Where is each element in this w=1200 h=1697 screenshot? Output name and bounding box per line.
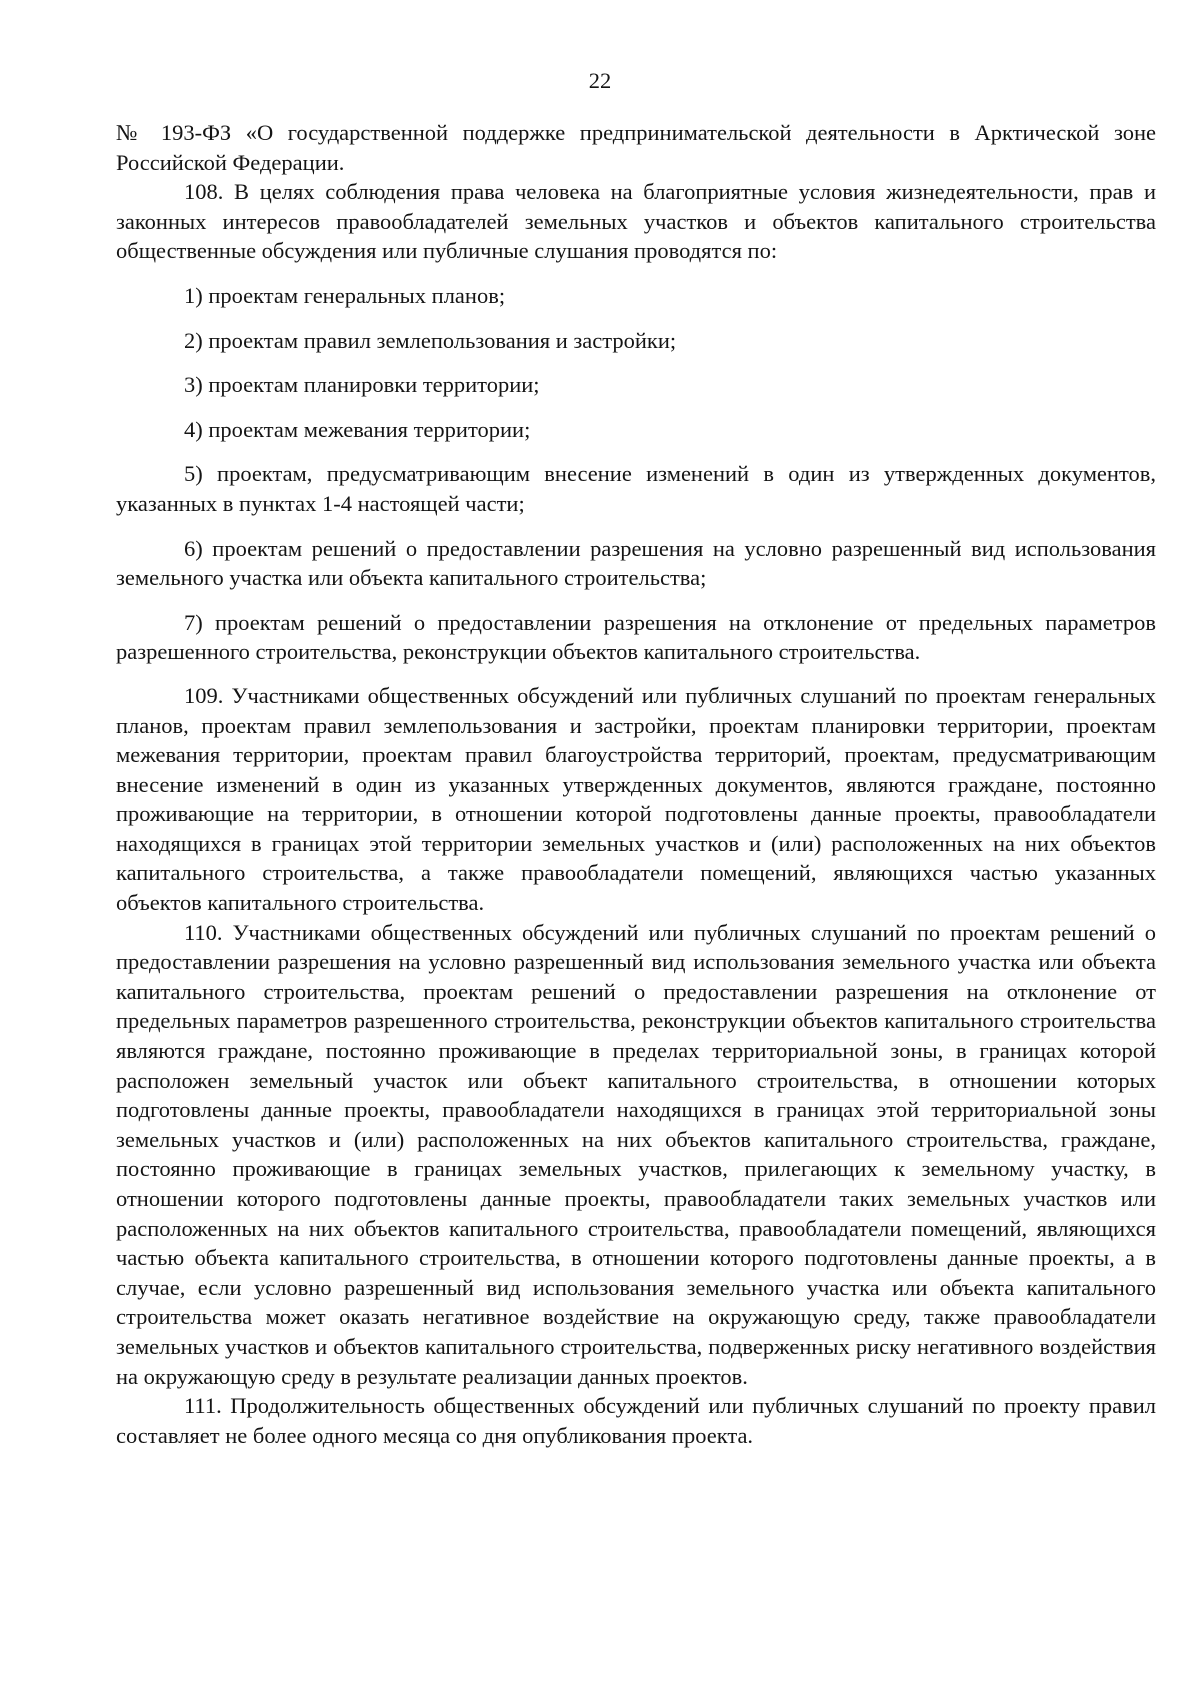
document-body xyxy=(116,118,1156,1450)
list-item-2: 2) проектам правил землепользования и застройки; xyxy=(184,327,677,353)
list-item-1: 1) проектам генеральных планов; xyxy=(184,282,506,308)
list-item-6: 6) проектам решений о предоставлении разрешения на условно разрешенный вид использования земельного участка или объекта капитального строительства; xyxy=(116,535,1156,591)
paragraph-110: 110. Участниками общественных обсуждений или публичных слушаний по проектам решений о предоставлении разрешения на условно разрешенный вид использования земельного участка или объекта капитального строительства, проектам решений о предоставлении разрешения на отклонение от предельных параметров разрешенного строительства, реконструкции объектов капитального строительства являются граждане, постоянно проживающие в пределах территориальной зоны, в границах которой расположен земельный участок или объект капитального строительства, в отношении которых подготовлены данные проекты, правообладатели находящихся в границах этой территориальной зоны земельных участков и (или) расположенных на них объектов капитального строительства, граждане, постоянно проживающие в границах земельных участков, прилегающих к земельному участку, в отношении которого подготовлены данные проекты, правообладатели таких земельных участков или расположенных на них объектов капитального строительства, правообладатели помещений, являющихся частью объекта капитального строительства, в отношении которого подготовлены данные проекты, а в случае, если условно разрешенный вид использования земельного участка или объекта капитального строительства может оказать негативное воздействие на окружающую среду, также правообладатели земельных участков и объектов капитального строительства, подверженных риску негативного воздействия на окружающую среду в результате реализации данных проектов. xyxy=(116,919,1156,1389)
page-number: 22 xyxy=(588,68,612,93)
paragraph-108: 108. В целях соблюдения права человека на благоприятные условия жизнедеятельности, прав и законных интересов правообладателей земельных участков и объектов капитального строительства общественные обсуждения или публичные слушания проводятся по: xyxy=(116,179,1156,264)
list-item-4: 4) проектам межевания территории; xyxy=(184,416,531,442)
paragraph-109: 109. Участниками общественных обсуждений или публичных слушаний по проектам генеральных планов, проектам правил землепользования и застройки, проектам планировки территории, проектам межевания территории, проектам правил благоустройства территорий, проектам, предусматривающим внесение изменений в один из указанных утвержденных документов, являются граждане, постоянно проживающие на территории, в отношении которой подготовлены данные проекты, правообладатели находящихся в границах этой территории земельных участков и (или) расположенных на них объектов капитального строительства, а также правообладатели помещений, являющихся частью указанных объектов капитального строительства. xyxy=(116,682,1156,916)
list-item-7: 7) проектам решений о предоставлении разрешения на отклонение от предельных параметров разрешенного строительства, реконструкции объектов капитального строительства. xyxy=(116,609,1156,665)
list-item-5: 5) проектам, предусматривающим внесение изменений в один из утвержденных документов, указанных в пунктах 1-4 настоящей части; xyxy=(116,461,1156,516)
paragraph-111: 111. Продолжительность общественных обсуждений или публичных слушаний по проекту правил составляет не более одного месяца со дня опубликования проекта. xyxy=(116,1393,1156,1448)
paragraph-continuation: № 193-ФЗ «О государственной поддержке предпринимательской деятельности в Арктической зоне Российской Федерации. xyxy=(116,120,1156,175)
list-item-3: 3) проектам планировки территории; xyxy=(184,372,540,398)
